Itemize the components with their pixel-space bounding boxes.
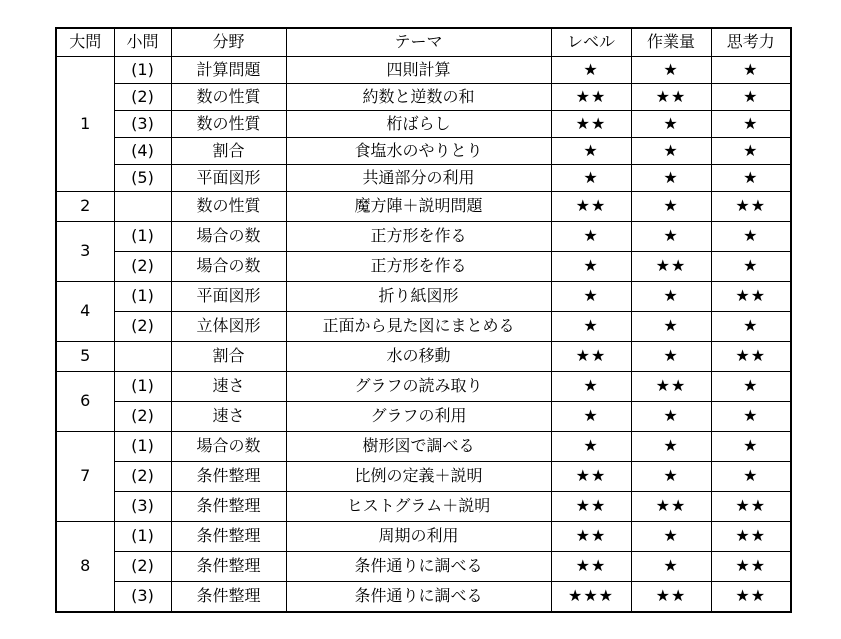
field-cell: 平面図形 xyxy=(171,281,286,311)
think-stars: ★ xyxy=(711,164,791,191)
minor-number: (2) xyxy=(114,311,171,341)
theme-cell: 桁ばらし xyxy=(286,110,551,137)
theme-cell: 魔方陣＋説明問題 xyxy=(286,191,551,221)
header-think: 思考力 xyxy=(711,28,791,56)
level-stars: ★★ xyxy=(551,551,631,581)
minor-number xyxy=(114,191,171,221)
theme-cell: グラフの読み取り xyxy=(286,371,551,401)
table-row xyxy=(56,56,791,83)
field-cell: 条件整理 xyxy=(171,521,286,551)
table-row xyxy=(56,164,791,191)
think-stars: ★ xyxy=(711,401,791,431)
field-cell: 割合 xyxy=(171,341,286,371)
think-stars: ★ xyxy=(711,56,791,83)
theme-cell: 水の移動 xyxy=(286,341,551,371)
level-stars: ★ xyxy=(551,311,631,341)
minor-number: (1) xyxy=(114,371,171,401)
field-cell: 計算問題 xyxy=(171,56,286,83)
minor-number: (2) xyxy=(114,461,171,491)
work-stars: ★ xyxy=(631,551,711,581)
minor-number: (4) xyxy=(114,137,171,164)
minor-number: (2) xyxy=(114,551,171,581)
theme-cell: 正方形を作る xyxy=(286,251,551,281)
minor-number: (2) xyxy=(114,83,171,110)
minor-number: (1) xyxy=(114,281,171,311)
theme-cell: 樹形図で調べる xyxy=(286,431,551,461)
think-stars: ★ xyxy=(711,431,791,461)
major-number: 3 xyxy=(56,221,114,281)
table-row xyxy=(56,137,791,164)
minor-number xyxy=(114,341,171,371)
table-row xyxy=(56,281,791,311)
theme-cell: グラフの利用 xyxy=(286,401,551,431)
level-stars: ★★ xyxy=(551,461,631,491)
level-stars: ★ xyxy=(551,281,631,311)
table-row xyxy=(56,221,791,251)
minor-number: (2) xyxy=(114,401,171,431)
table-row xyxy=(56,521,791,551)
theme-cell: 正方形を作る xyxy=(286,221,551,251)
level-stars: ★ xyxy=(551,251,631,281)
minor-number: (3) xyxy=(114,581,171,612)
header-minor: 小問 xyxy=(114,28,171,56)
table-row xyxy=(56,401,791,431)
major-number: 6 xyxy=(56,371,114,431)
think-stars: ★★ xyxy=(711,341,791,371)
minor-number: (3) xyxy=(114,491,171,521)
minor-number: (1) xyxy=(114,221,171,251)
level-stars: ★★ xyxy=(551,83,631,110)
level-stars: ★ xyxy=(551,56,631,83)
field-cell: 条件整理 xyxy=(171,581,286,612)
field-cell: 数の性質 xyxy=(171,110,286,137)
work-stars: ★★ xyxy=(631,371,711,401)
work-stars: ★ xyxy=(631,56,711,83)
theme-cell: 条件通りに調べる xyxy=(286,551,551,581)
field-cell: 条件整理 xyxy=(171,491,286,521)
table-row xyxy=(56,461,791,491)
think-stars: ★ xyxy=(711,311,791,341)
level-stars: ★ xyxy=(551,137,631,164)
theme-cell: ヒストグラム＋説明 xyxy=(286,491,551,521)
major-number: 1 xyxy=(56,56,114,191)
field-cell: 場合の数 xyxy=(171,221,286,251)
think-stars: ★ xyxy=(711,371,791,401)
table-row xyxy=(56,191,791,221)
think-stars: ★ xyxy=(711,221,791,251)
level-stars: ★ xyxy=(551,371,631,401)
think-stars: ★★ xyxy=(711,581,791,612)
table-row xyxy=(56,581,791,612)
think-stars: ★ xyxy=(711,110,791,137)
field-cell: 条件整理 xyxy=(171,461,286,491)
table-row xyxy=(56,431,791,461)
work-stars: ★ xyxy=(631,281,711,311)
theme-cell: 食塩水のやりとり xyxy=(286,137,551,164)
think-stars: ★ xyxy=(711,461,791,491)
field-cell: 立体図形 xyxy=(171,311,286,341)
field-cell: 割合 xyxy=(171,137,286,164)
level-stars: ★★ xyxy=(551,191,631,221)
field-cell: 場合の数 xyxy=(171,431,286,461)
think-stars: ★★ xyxy=(711,551,791,581)
think-stars: ★ xyxy=(711,137,791,164)
header-level: レベル xyxy=(551,28,631,56)
think-stars: ★ xyxy=(711,251,791,281)
table-row xyxy=(56,341,791,371)
question-analysis-table xyxy=(55,27,792,613)
table-row xyxy=(56,371,791,401)
header-row xyxy=(56,28,791,56)
minor-number: (1) xyxy=(114,431,171,461)
theme-cell: 比例の定義＋説明 xyxy=(286,461,551,491)
header-field: 分野 xyxy=(171,28,286,56)
think-stars: ★★ xyxy=(711,521,791,551)
level-stars: ★ xyxy=(551,221,631,251)
work-stars: ★ xyxy=(631,164,711,191)
level-stars: ★ xyxy=(551,164,631,191)
major-number: 7 xyxy=(56,431,114,521)
theme-cell: 共通部分の利用 xyxy=(286,164,551,191)
major-number: 4 xyxy=(56,281,114,341)
work-stars: ★ xyxy=(631,461,711,491)
minor-number: (1) xyxy=(114,521,171,551)
work-stars: ★★ xyxy=(631,83,711,110)
work-stars: ★ xyxy=(631,401,711,431)
table-row xyxy=(56,491,791,521)
think-stars: ★★ xyxy=(711,491,791,521)
work-stars: ★ xyxy=(631,110,711,137)
field-cell: 数の性質 xyxy=(171,191,286,221)
major-number: 5 xyxy=(56,341,114,371)
theme-cell: 四則計算 xyxy=(286,56,551,83)
table-row xyxy=(56,110,791,137)
think-stars: ★ xyxy=(711,83,791,110)
level-stars: ★★★ xyxy=(551,581,631,612)
work-stars: ★ xyxy=(631,221,711,251)
field-cell: 数の性質 xyxy=(171,83,286,110)
level-stars: ★★ xyxy=(551,521,631,551)
theme-cell: 周期の利用 xyxy=(286,521,551,551)
header-major: 大問 xyxy=(56,28,114,56)
work-stars: ★ xyxy=(631,521,711,551)
field-cell: 速さ xyxy=(171,371,286,401)
work-stars: ★★ xyxy=(631,581,711,612)
field-cell: 場合の数 xyxy=(171,251,286,281)
think-stars: ★★ xyxy=(711,281,791,311)
level-stars: ★ xyxy=(551,431,631,461)
work-stars: ★ xyxy=(631,137,711,164)
table-row xyxy=(56,83,791,110)
work-stars: ★ xyxy=(631,341,711,371)
think-stars: ★★ xyxy=(711,191,791,221)
field-cell: 条件整理 xyxy=(171,551,286,581)
level-stars: ★★ xyxy=(551,341,631,371)
major-number: 2 xyxy=(56,191,114,221)
header-theme: テーマ xyxy=(286,28,551,56)
level-stars: ★★ xyxy=(551,491,631,521)
theme-cell: 折り紙図形 xyxy=(286,281,551,311)
work-stars: ★★ xyxy=(631,251,711,281)
theme-cell: 条件通りに調べる xyxy=(286,581,551,612)
minor-number: (5) xyxy=(114,164,171,191)
theme-cell: 約数と逆数の和 xyxy=(286,83,551,110)
minor-number: (1) xyxy=(114,56,171,83)
major-number: 8 xyxy=(56,521,114,612)
table-row xyxy=(56,251,791,281)
work-stars: ★★ xyxy=(631,491,711,521)
table-row xyxy=(56,551,791,581)
theme-cell: 正面から見た図にまとめる xyxy=(286,311,551,341)
header-work: 作業量 xyxy=(631,28,711,56)
minor-number: (2) xyxy=(114,251,171,281)
field-cell: 平面図形 xyxy=(171,164,286,191)
level-stars: ★★ xyxy=(551,110,631,137)
field-cell: 速さ xyxy=(171,401,286,431)
work-stars: ★ xyxy=(631,191,711,221)
work-stars: ★ xyxy=(631,311,711,341)
minor-number: (3) xyxy=(114,110,171,137)
level-stars: ★ xyxy=(551,401,631,431)
table-row xyxy=(56,311,791,341)
work-stars: ★ xyxy=(631,431,711,461)
